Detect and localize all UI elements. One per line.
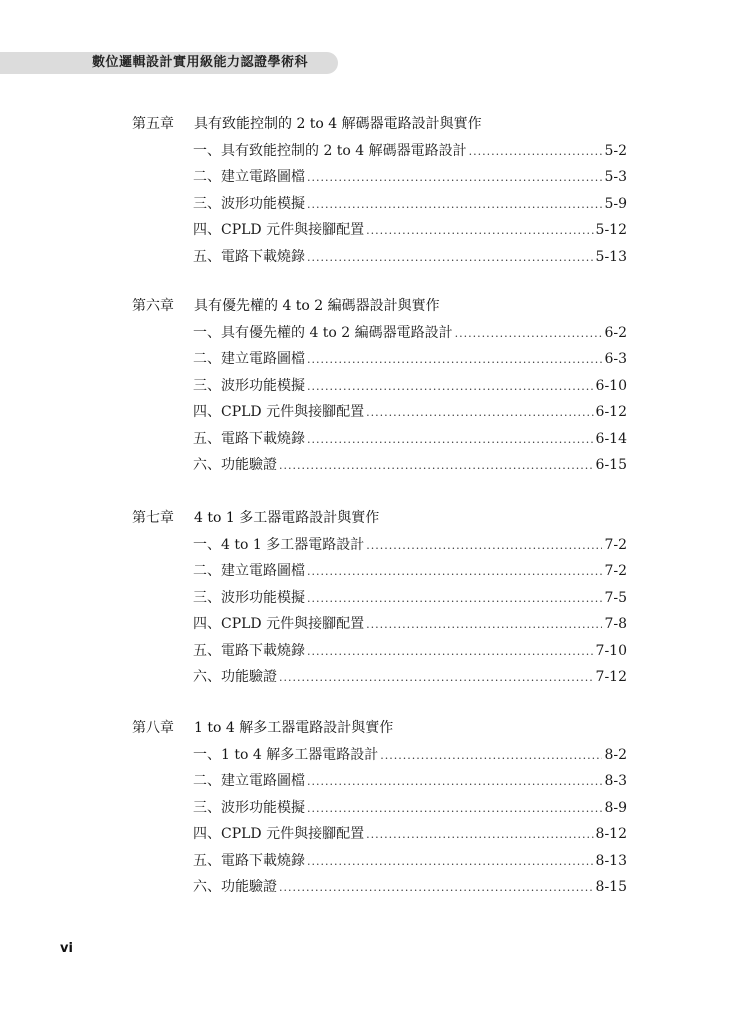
toc-entry-label: 一、具有致能控制的 2 to 4 解碼器電路設計 (193, 142, 467, 159)
toc-entry-page: 6-2 (604, 324, 627, 341)
toc-entry[interactable] (193, 193, 627, 215)
dot-leader (380, 745, 602, 767)
toc-entry[interactable] (193, 219, 627, 241)
toc-entry-page: 8-12 (595, 826, 627, 842)
toc-entry-page: 7-5 (604, 589, 627, 606)
toc-entry-label: 四、CPLD 元件與接腳配置 (193, 826, 365, 842)
toc-entry-page: 6-10 (595, 377, 627, 394)
toc-entry[interactable] (193, 823, 627, 845)
dot-leader (279, 877, 594, 899)
toc-entry-page: 5-12 (595, 222, 627, 238)
toc-entry[interactable] (193, 140, 627, 162)
toc-entry[interactable] (193, 770, 627, 792)
dot-leader (307, 561, 602, 583)
dot-leader (307, 349, 602, 371)
toc-entry-label: 二、建立電路圖檔 (193, 169, 305, 185)
dot-leader (279, 455, 594, 477)
toc-entry-page: 8-9 (604, 799, 627, 816)
toc-entry[interactable] (193, 587, 627, 609)
dot-leader (307, 194, 602, 216)
toc-entry-page: 7-2 (604, 536, 627, 553)
toc-entry-label: 六、功能驗證 (193, 457, 277, 473)
running-header-title: 數位邏輯設計實用級能力認證學術科 (92, 55, 309, 70)
toc-entry-label: 三、波形功能模擬 (193, 799, 305, 816)
dot-leader (366, 220, 593, 242)
dot-leader (366, 535, 602, 557)
toc-entry[interactable] (193, 166, 627, 188)
toc-entry[interactable] (193, 246, 627, 268)
toc-entry-label: 一、具有優先權的 4 to 2 編碼器電路設計 (193, 324, 453, 341)
dot-leader (366, 614, 602, 636)
toc-entry-page: 5-13 (595, 248, 627, 265)
chapter-title: 具有致能控制的 2 to 4 解碼器電路設計與實作 (194, 116, 482, 132)
dot-leader (307, 771, 602, 793)
toc-entry[interactable] (193, 560, 627, 582)
dot-leader (366, 402, 593, 424)
chapter-title: 1 to 4 解多工器電路設計與實作 (194, 720, 394, 736)
toc-entry[interactable] (193, 640, 627, 662)
toc-entry[interactable] (193, 454, 627, 476)
toc-entry-page: 8-15 (595, 879, 627, 895)
chapter-heading[interactable] (132, 113, 482, 135)
toc-entry-page: 8-2 (604, 746, 627, 763)
toc-entry-label: 五、電路下載燒錄 (193, 248, 305, 265)
toc-entry-page: 7-12 (595, 669, 627, 685)
chapter-heading[interactable] (132, 717, 393, 739)
toc-entry-page: 7-10 (595, 642, 627, 659)
toc-entry[interactable] (193, 876, 627, 898)
toc-entry-label: 二、建立電路圖檔 (193, 563, 305, 579)
dot-leader (279, 667, 594, 689)
toc-entry-page: 8-3 (604, 773, 627, 789)
chapter-heading[interactable] (132, 507, 379, 529)
toc-entry-label: 二、建立電路圖檔 (193, 773, 305, 789)
toc-entry[interactable] (193, 534, 627, 556)
dot-leader (307, 641, 594, 663)
toc-entry[interactable] (193, 322, 627, 344)
toc-entry-page: 6-15 (595, 457, 627, 473)
dot-leader (307, 376, 594, 398)
chapter-title: 具有優先權的 4 to 2 編碼器設計與實作 (194, 298, 440, 314)
toc-entry[interactable] (193, 613, 627, 635)
toc-entry[interactable] (193, 797, 627, 819)
toc-entry-page: 5-3 (604, 169, 627, 185)
dot-leader (307, 247, 594, 269)
toc-entry[interactable] (193, 666, 627, 688)
toc-entry-label: 三、波形功能模擬 (193, 195, 305, 212)
chapter-title: 4 to 1 多工器電路設計與實作 (194, 510, 380, 526)
toc-entry[interactable] (193, 428, 627, 450)
toc-entry-page: 6-12 (595, 404, 627, 420)
toc-entry-label: 一、1 to 4 解多工器電路設計 (193, 746, 379, 763)
toc-entry-page: 5-9 (604, 195, 627, 212)
page-folio: vi (60, 941, 73, 956)
toc-entry-label: 六、功能驗證 (193, 879, 277, 895)
toc-entry-page: 7-8 (604, 616, 627, 632)
toc-entry-label: 二、建立電路圖檔 (193, 351, 305, 367)
toc-entry-label: 四、CPLD 元件與接腳配置 (193, 404, 365, 420)
toc-entry[interactable] (193, 850, 627, 872)
dot-leader (307, 851, 594, 873)
toc-entry[interactable] (193, 744, 627, 766)
dot-leader (366, 824, 593, 846)
chapter-number: 第八章 (132, 720, 174, 736)
dot-leader (455, 323, 603, 345)
chapter-number: 第七章 (132, 510, 174, 526)
dot-leader (469, 141, 603, 163)
dot-leader (307, 429, 594, 451)
toc-entry-label: 六、功能驗證 (193, 669, 277, 685)
chapter-number: 第六章 (132, 298, 174, 314)
toc-entry-page: 7-2 (604, 563, 627, 579)
toc-entry[interactable] (193, 401, 627, 423)
chapter-number: 第五章 (132, 116, 174, 132)
toc-entry-label: 五、電路下載燒錄 (193, 430, 305, 447)
toc-entry-page: 8-13 (595, 852, 627, 869)
toc-entry-label: 一、4 to 1 多工器電路設計 (193, 536, 365, 553)
toc-entry[interactable] (193, 348, 627, 370)
toc-entry-label: 三、波形功能模擬 (193, 377, 305, 394)
toc-entry-page: 6-14 (595, 430, 627, 447)
toc-entry[interactable] (193, 375, 627, 397)
toc-entry-label: 三、波形功能模擬 (193, 589, 305, 606)
toc-entry-label: 四、CPLD 元件與接腳配置 (193, 616, 365, 632)
toc-entry-page: 6-3 (604, 351, 627, 367)
toc-entry-label: 五、電路下載燒錄 (193, 852, 305, 869)
chapter-heading[interactable] (132, 295, 440, 317)
dot-leader (307, 798, 602, 820)
dot-leader (307, 588, 602, 610)
toc-entry-page: 5-2 (604, 142, 627, 159)
dot-leader (307, 167, 602, 189)
toc-entry-label: 五、電路下載燒錄 (193, 642, 305, 659)
toc-entry-label: 四、CPLD 元件與接腳配置 (193, 222, 365, 238)
